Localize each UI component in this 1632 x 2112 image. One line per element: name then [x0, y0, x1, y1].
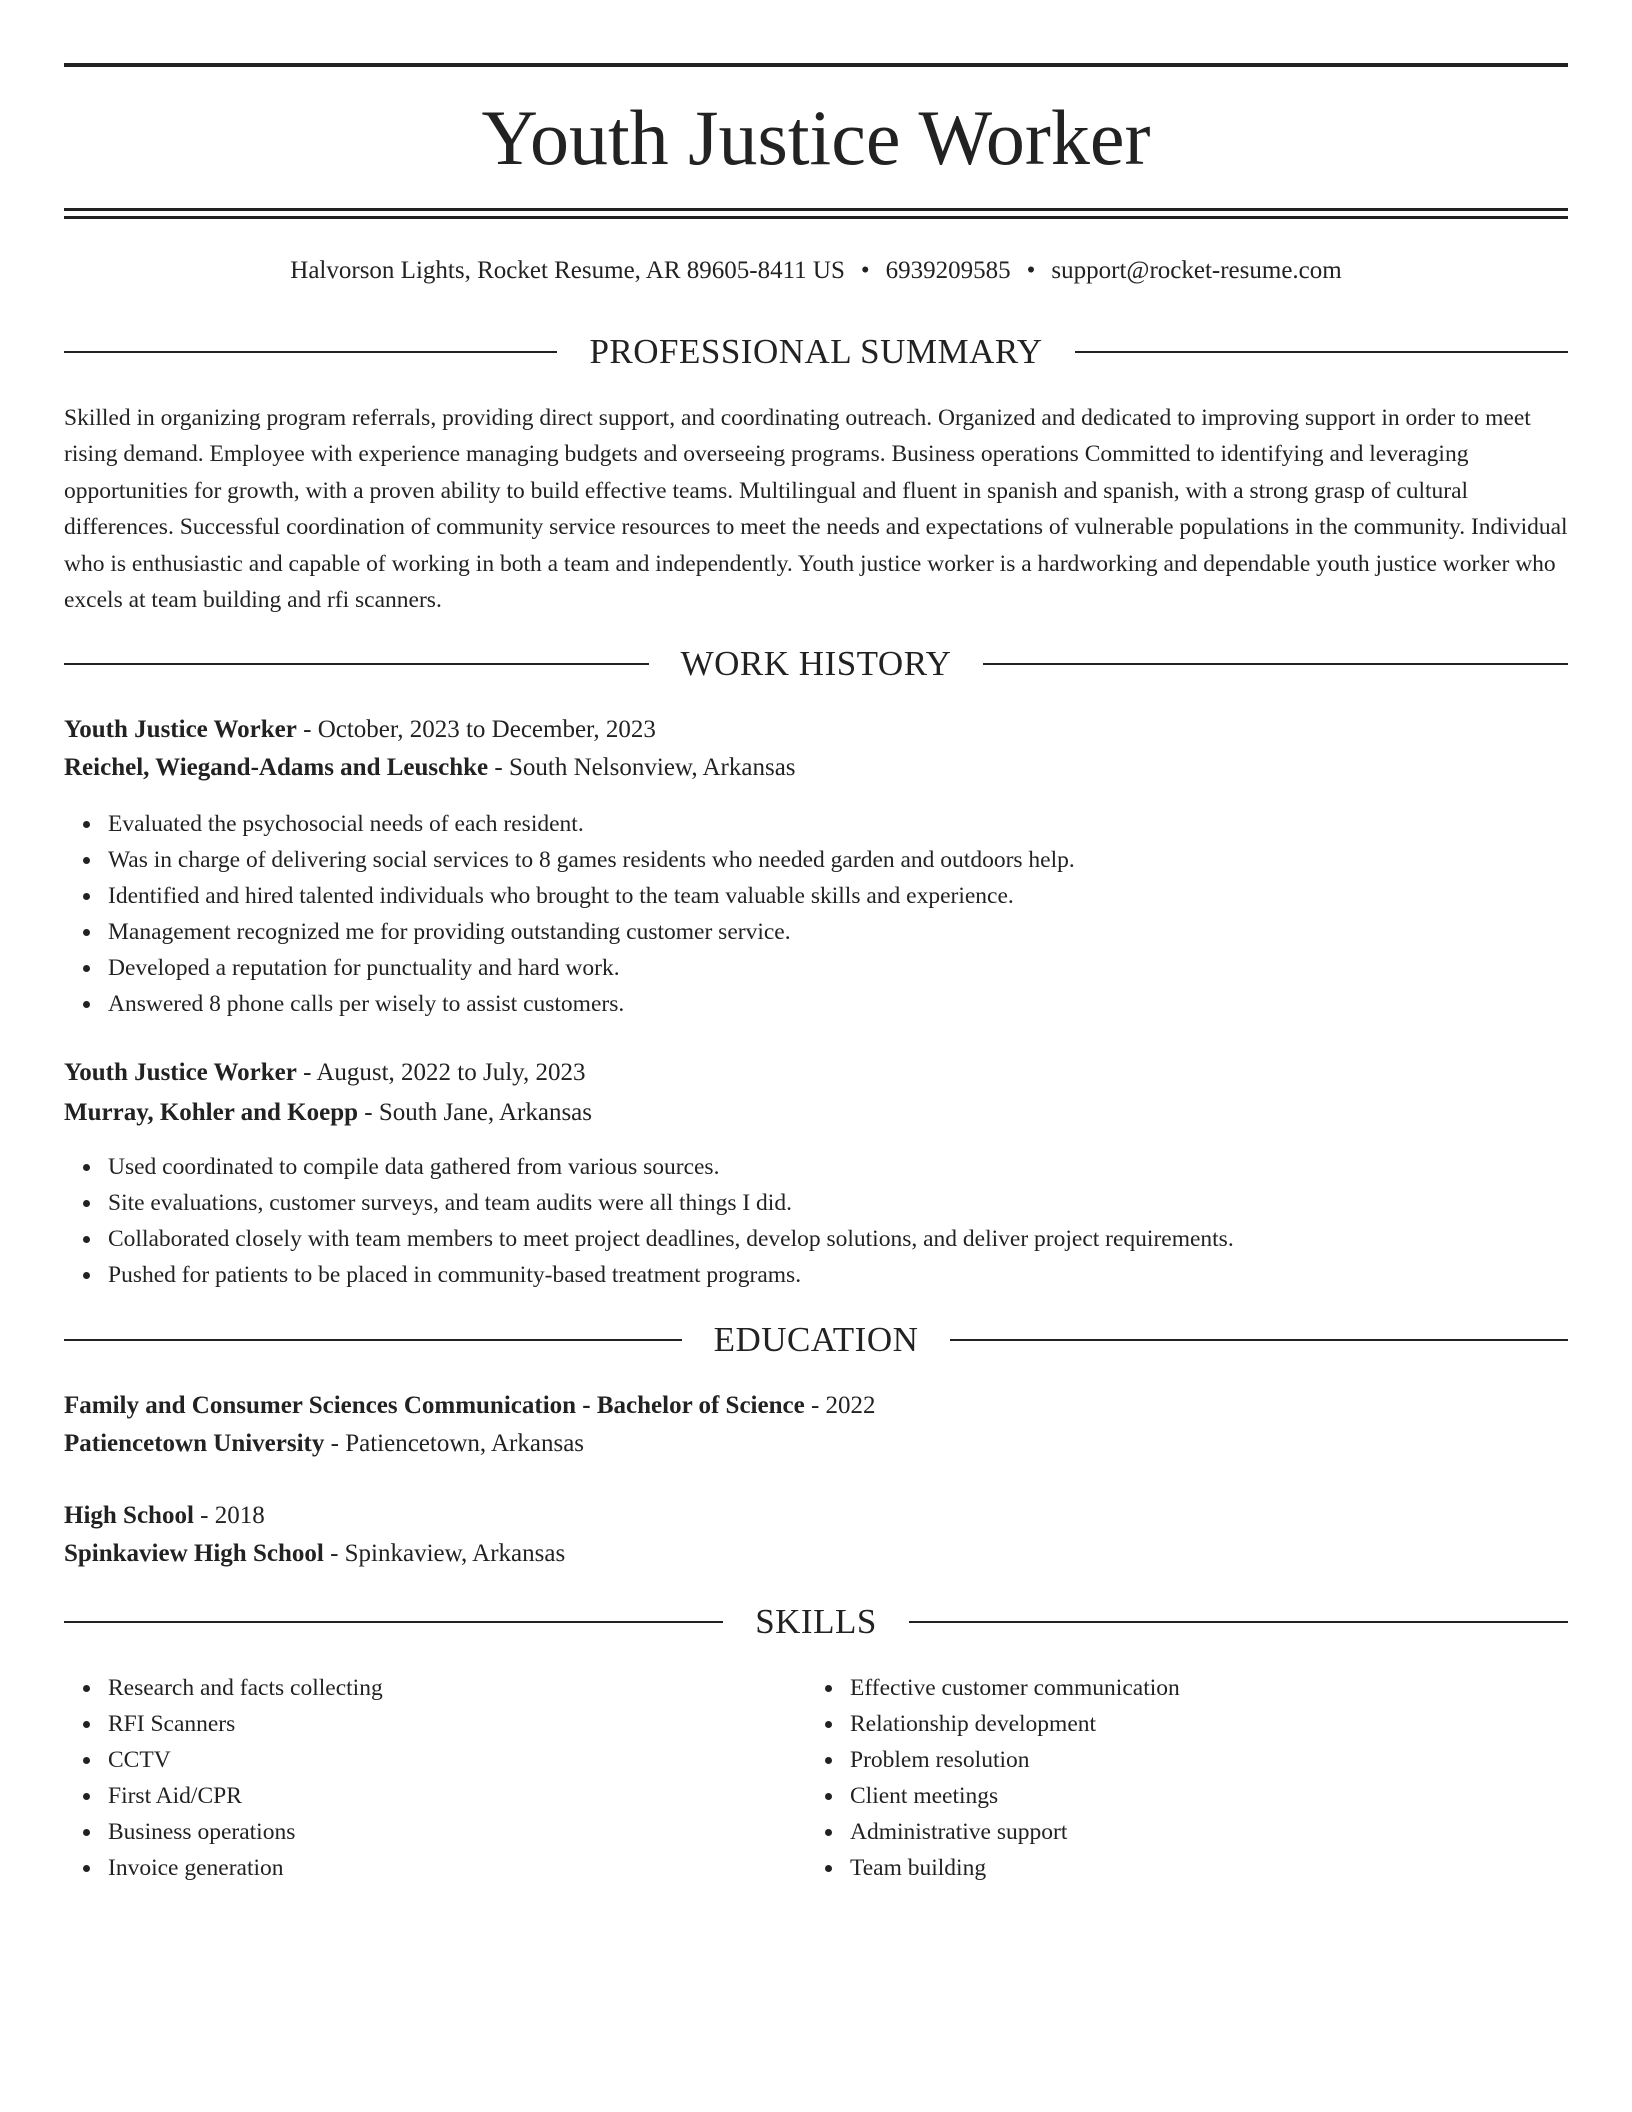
- contact-email: support@rocket-resume.com: [1051, 257, 1342, 284]
- section-rule: [1075, 351, 1568, 353]
- job-location: - South Jane, Arkansas: [358, 1099, 593, 1126]
- list-item: Evaluated the psychosocial needs of each resident.: [64, 806, 1568, 842]
- job-employer-line: [64, 1095, 1568, 1131]
- list-item: Pushed for patients to be placed in community-based treatment programs.: [64, 1257, 1568, 1293]
- job-title-line: [64, 1055, 1568, 1091]
- contact-address: Halvorson Lights, Rocket Resume, AR 89605-8411 US: [290, 257, 845, 284]
- section-rule: [983, 663, 1568, 665]
- education-location: - Spinkaview, Arkansas: [323, 1540, 566, 1567]
- skill-item: RFI Scanners: [64, 1706, 764, 1742]
- skill-item: Relationship development: [806, 1706, 1506, 1742]
- list-item: Site evaluations, customer surveys, and team audits were all things I did.: [64, 1185, 1568, 1221]
- list-item: Management recognized me for providing outstanding customer service.: [64, 914, 1568, 950]
- section-rule: [64, 1621, 723, 1623]
- contact-phone: 6939209585: [885, 257, 1011, 284]
- education-school-line: [64, 1426, 1568, 1462]
- header-top-rule: [64, 63, 1568, 67]
- skill-item: CCTV: [64, 1742, 764, 1778]
- skill-item: Team building: [806, 1850, 1506, 1886]
- contact-separator: •: [1026, 257, 1036, 284]
- education-year: - 2022: [804, 1392, 876, 1419]
- skill-item: Research and facts collecting: [64, 1670, 764, 1706]
- resume-name: Youth Justice Worker: [481, 94, 1151, 181]
- header-double-rule-lower: [64, 216, 1568, 219]
- section-rule: [950, 1339, 1568, 1341]
- education-degree-line: [64, 1388, 1568, 1424]
- section-header-work-history: [64, 642, 1568, 686]
- job-employer-line: [64, 750, 1568, 786]
- section-title-summary: PROFESSIONAL SUMMARY: [589, 332, 1043, 371]
- section-rule: [909, 1621, 1568, 1623]
- list-item: Used coordinated to compile data gathered from various sources.: [64, 1149, 1568, 1185]
- list-item: Answered 8 phone calls per wisely to assist customers.: [64, 986, 1568, 1022]
- skill-item: Effective customer communication: [806, 1670, 1506, 1706]
- skills-list-right: [806, 1670, 1506, 1886]
- header-double-rule-upper: [64, 208, 1568, 211]
- job-location: - South Nelsonview, Arkansas: [488, 754, 796, 781]
- section-title-work-history: WORK HISTORY: [680, 644, 952, 683]
- section-rule: [64, 663, 649, 665]
- job-title: Youth Justice Worker: [64, 716, 297, 743]
- section-header-education: [64, 1318, 1568, 1362]
- list-item: Collaborated closely with team members to meet project deadlines, develop solutions, and deliver project requirements.: [64, 1221, 1568, 1257]
- section-rule: [64, 1339, 682, 1341]
- education-school-line: [64, 1536, 1568, 1572]
- list-item: Developed a reputation for punctuality and hard work.: [64, 950, 1568, 986]
- list-item: Was in charge of delivering social services to 8 games residents who needed garden and outdoors help.: [64, 842, 1568, 878]
- summary-paragraph: Skilled in organizing program referrals, providing direct support, and coordinating outreach. Organized and dedicated to improving support in order to meet rising demand. Employee with experience managing budgets and overseeing programs. Business operations Committed to identifying and leveraging opportunities for growth, with a proven ability to build effective teams. Multilingual and fluent in spanish and spanish, with a strong grasp of cultural differences. Successful coordination of community service resources to meet the needs and expectations of vulnerable populations in the community. Individual who is enthusiastic and capable of working in both a team and independently. Youth justice worker is a hardworking and dependable youth justice worker who excels at team building and rfi scanners.: [64, 405, 1568, 614]
- skill-item: Business operations: [64, 1814, 764, 1850]
- job-bullet-list: [64, 806, 1568, 1022]
- section-title-education: EDUCATION: [713, 1320, 919, 1359]
- job-title: Youth Justice Worker: [64, 1059, 297, 1086]
- education-school: Patiencetown University: [64, 1430, 325, 1457]
- skill-item: Invoice generation: [64, 1850, 764, 1886]
- education-degree: Family and Consumer Sciences Communication - Bachelor of Science: [64, 1392, 805, 1419]
- skill-item: First Aid/CPR: [64, 1778, 764, 1814]
- education-school: Spinkaview High School: [64, 1540, 324, 1567]
- skills-list-left: [64, 1670, 764, 1886]
- job-employer: Murray, Kohler and Koepp: [64, 1099, 359, 1126]
- section-header-summary: [64, 330, 1568, 374]
- list-item: Identified and hired talented individuals who brought to the team valuable skills and experience.: [64, 878, 1568, 914]
- job-bullet-list: [64, 1149, 1568, 1293]
- section-title-skills: SKILLS: [755, 1602, 877, 1641]
- contact-separator: •: [860, 257, 870, 284]
- job-employer: Reichel, Wiegand-Adams and Leuschke: [64, 754, 489, 781]
- education-degree: High School: [64, 1502, 194, 1529]
- job-dates: - October, 2023 to December, 2023: [296, 716, 656, 743]
- education-year: - 2018: [193, 1502, 265, 1529]
- section-rule: [64, 351, 557, 353]
- education-degree-line: [64, 1498, 1568, 1534]
- skill-item: Problem resolution: [806, 1742, 1506, 1778]
- job-dates: - August, 2022 to July, 2023: [296, 1059, 586, 1086]
- education-location: - Patiencetown, Arkansas: [324, 1430, 585, 1457]
- job-title-line: [64, 712, 1568, 748]
- contact-line: [64, 253, 1568, 289]
- section-header-skills: [64, 1600, 1568, 1644]
- skill-item: Administrative support: [806, 1814, 1506, 1850]
- skill-item: Client meetings: [806, 1778, 1506, 1814]
